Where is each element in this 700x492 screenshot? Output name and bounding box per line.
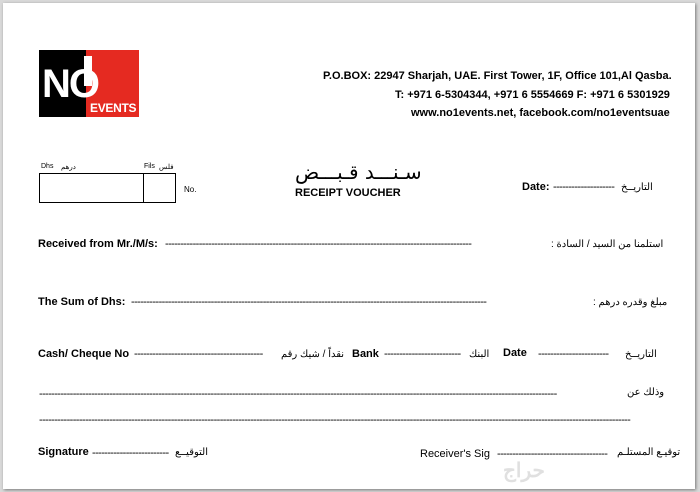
receiver-signature-label-ar: توقيـع المستلـم: [617, 447, 681, 458]
company-phones: T: +971 6-5304344, +971 6 5554669 F: +971 6 5301929: [395, 89, 670, 101]
payment-date-field[interactable]: -----------------------: [538, 348, 609, 360]
date-label: Date:: [522, 181, 550, 193]
received-from-field[interactable]: ----------------------------------------------------------------------------------------------------: [165, 238, 472, 250]
dhs-label: Dhs: [41, 163, 54, 170]
title-arabic: سـنـــد قـبـــض: [295, 160, 422, 184]
receiver-signature-label: Receiver's Sig: [420, 448, 490, 460]
received-from-label: Received from Mr./M/s:: [38, 238, 158, 250]
date-label-ar: التاريــخ: [621, 182, 653, 193]
company-logo: [39, 50, 139, 117]
being-label-ar: وذلك عن: [627, 387, 665, 398]
sum-label-ar: مبلغ وقدره درهم :: [593, 297, 668, 308]
bank-label-ar: البنك: [469, 349, 490, 360]
title-english: RECEIPT VOUCHER: [295, 187, 401, 199]
bank-field[interactable]: -------------------------: [384, 348, 461, 360]
cheque-no-field[interactable]: ------------------------------------------: [134, 348, 263, 360]
logo-text: NO: [42, 62, 98, 106]
cash-cheque-label: Cash/ Cheque No: [38, 348, 130, 360]
date-field[interactable]: --------------------: [553, 181, 615, 193]
amount-box[interactable]: [39, 173, 176, 203]
fils-label-ar: فلس: [159, 164, 174, 171]
bank-label: Bank: [352, 348, 379, 360]
logo-subtext: EVENTS: [90, 101, 137, 115]
signature-label: Signature: [38, 446, 89, 458]
number-label: No.: [184, 185, 197, 194]
being-field-line-1[interactable]: -------------------------------------------------------------------------------------------------------------------------------------------------------------------------: [39, 388, 557, 400]
company-address: P.O.BOX: 22947 Sharjah, UAE. First Tower, 1F, Office 101,Al Qasba.: [323, 70, 672, 82]
receipt-voucher-sheet: [3, 3, 695, 489]
sum-label: The Sum of Dhs:: [38, 296, 126, 308]
receiver-signature-field[interactable]: ------------------------------------: [497, 448, 608, 460]
dhs-label-ar: درهم: [61, 164, 76, 171]
dhs-fils-divider: [143, 174, 144, 202]
payment-date-label: Date: [503, 347, 527, 359]
being-field-line-2[interactable]: -------------------------------------------------------------------------------------------------------------------------------------------------------------------------------------------------: [39, 414, 631, 426]
signature-field[interactable]: -------------------------: [92, 447, 169, 459]
cheque-label-ar: نقداً / شيك رقم: [281, 349, 345, 360]
signature-label-ar: التوقيــع: [175, 447, 208, 458]
company-web: www.no1events.net, facebook.com/no1eventsuae: [411, 107, 670, 119]
payment-date-label-ar: التاريــخ: [625, 349, 657, 360]
received-from-label-ar: استلمنا من السيد / السادة :: [551, 239, 664, 250]
fils-label: Fils: [144, 163, 155, 170]
sum-field[interactable]: --------------------------------------------------------------------------------------------------------------------: [131, 296, 487, 308]
watermark-logo: حراج: [503, 460, 545, 482]
